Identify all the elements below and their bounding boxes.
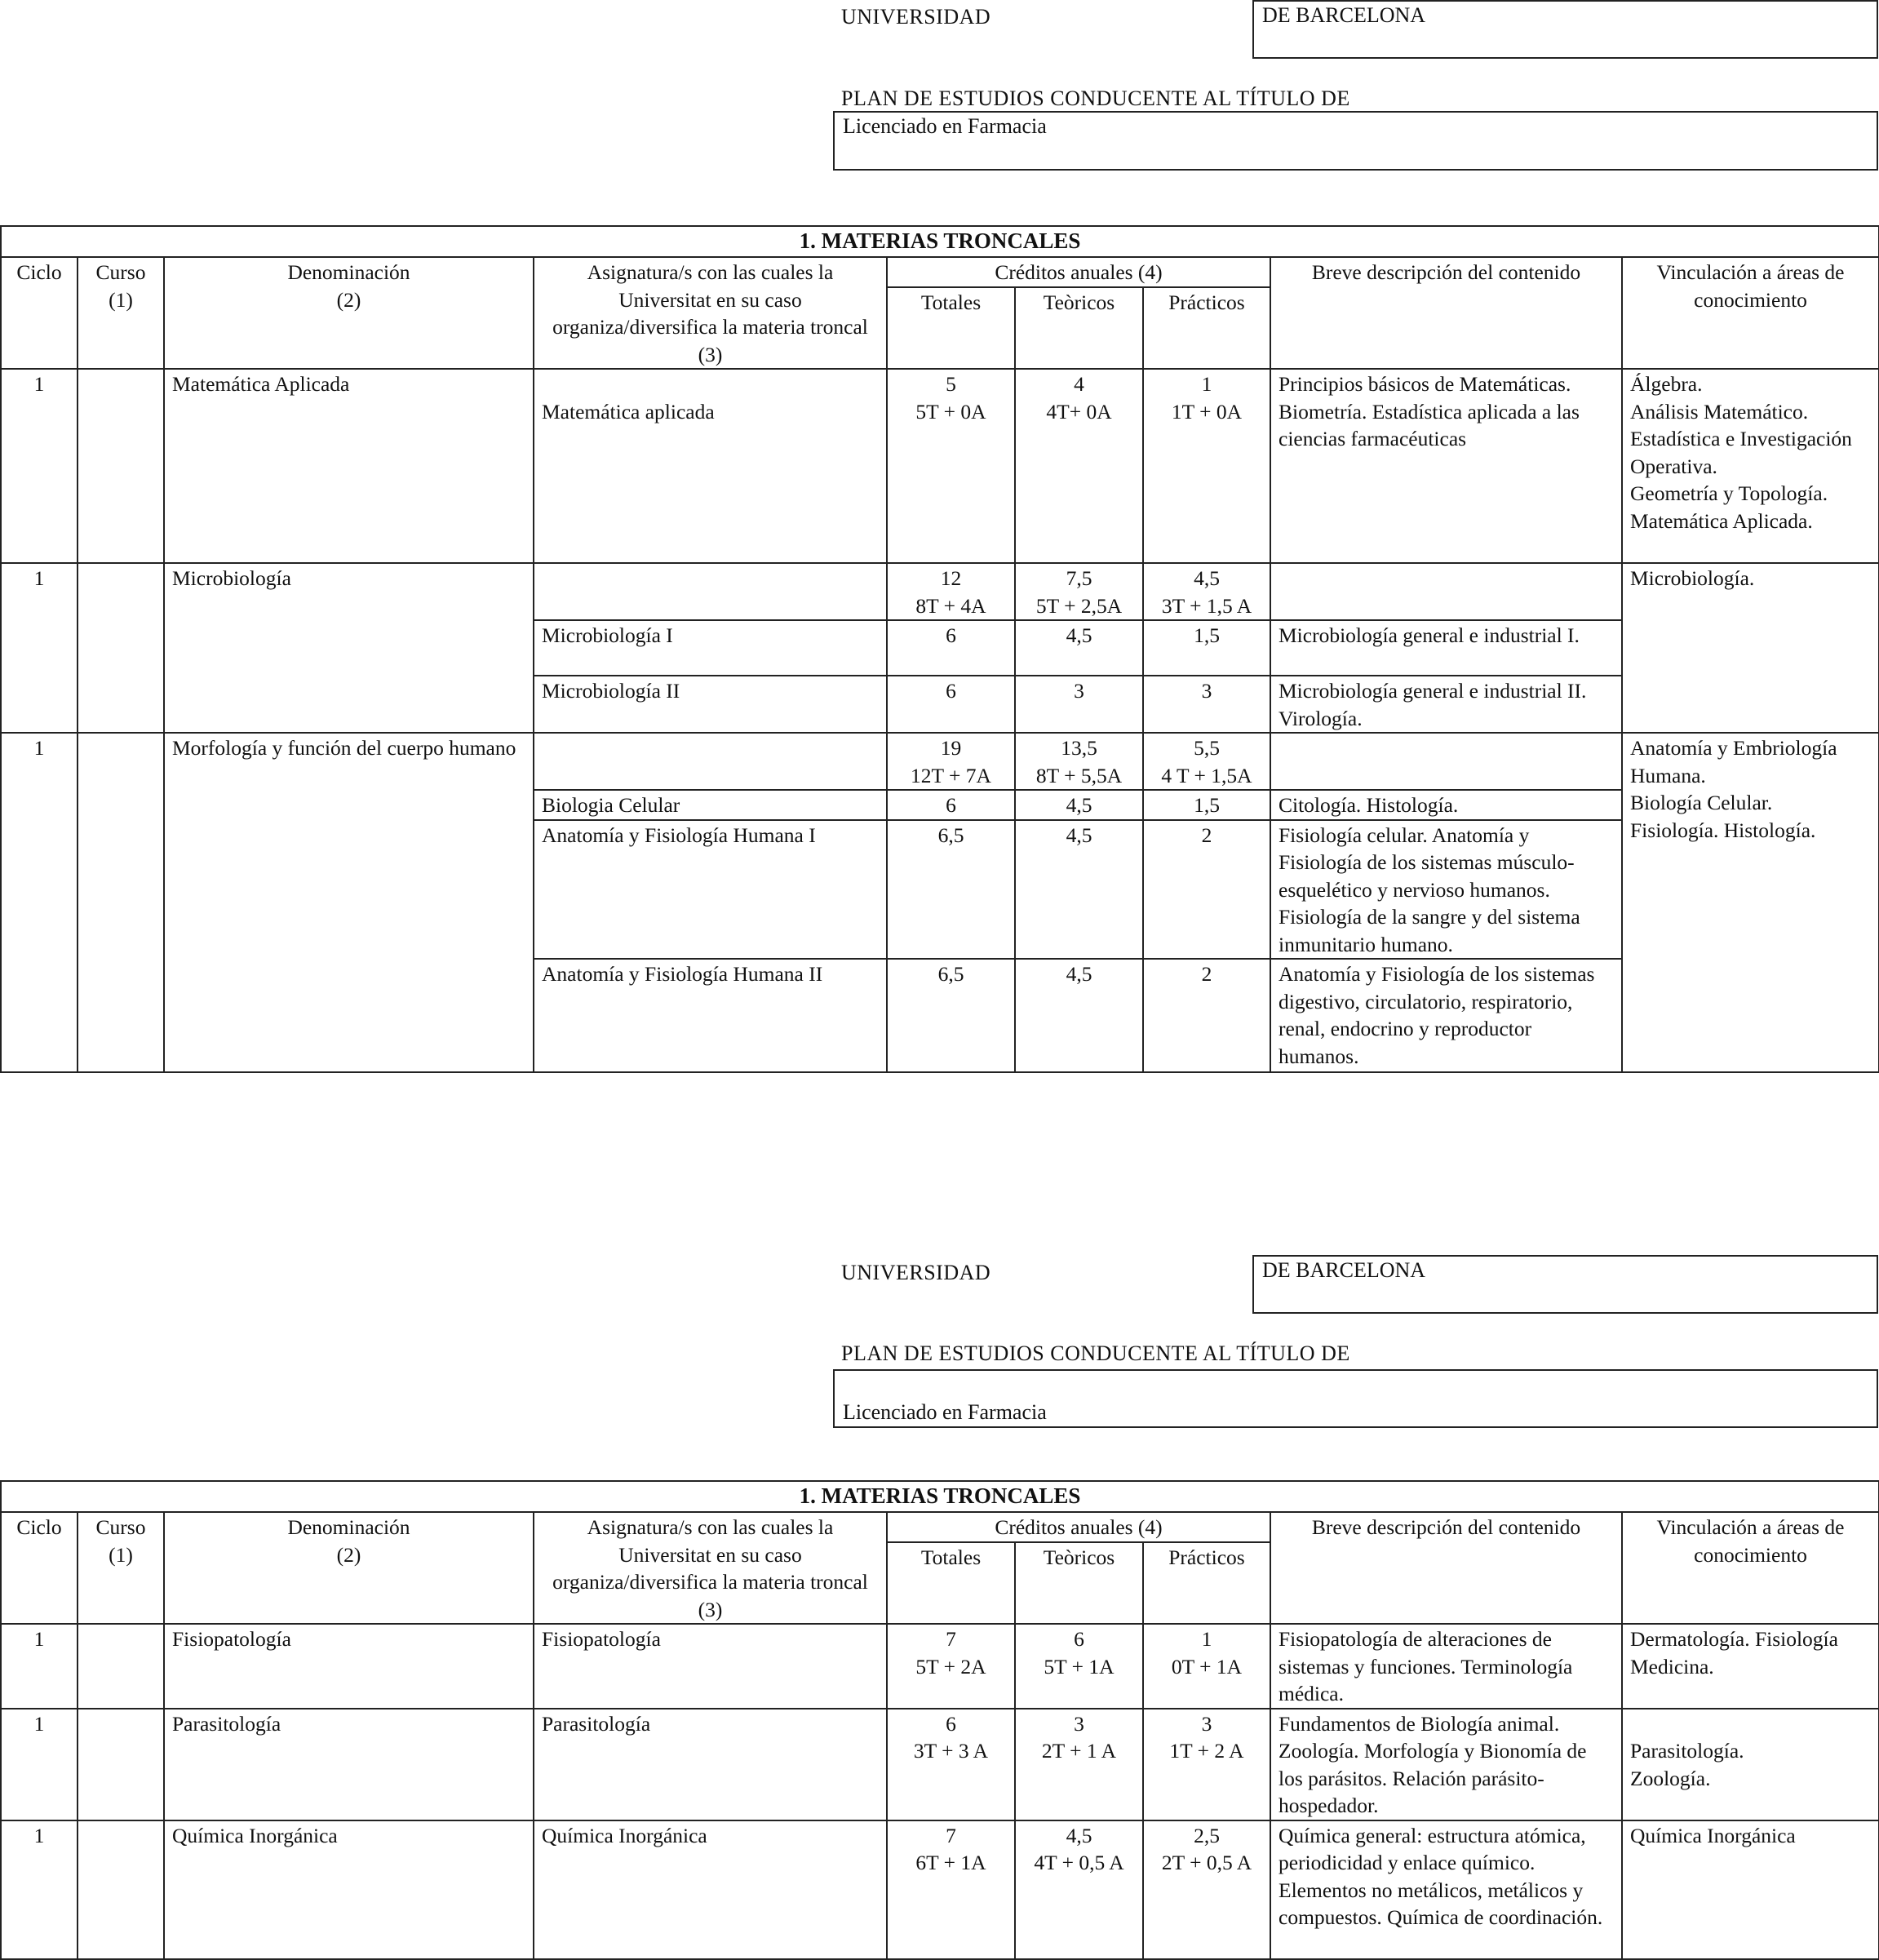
header-vinculacion: Vinculación a áreas de conocimiento: [1622, 257, 1879, 369]
header-vinculacion: Vinculación a áreas de conocimiento: [1622, 1512, 1879, 1624]
table-row: [1, 1624, 1879, 1709]
cell-teoricos: 6 5T + 1A: [1015, 1624, 1143, 1709]
header-totales: Totales: [887, 1542, 1015, 1624]
cell-denominacion: Matemática Aplicada: [164, 369, 534, 563]
cell-asignatura: Microbiología II: [534, 676, 887, 733]
cell-curso: [78, 369, 164, 563]
table-title: 1. MATERIAS TRONCALES: [1, 226, 1879, 257]
cell-denominacion: Química Inorgánica: [164, 1820, 534, 1959]
cell-vinculacion: Álgebra. Análisis Matemático. Estadística e Investigación Operativa. Geometría y Topología. Matemática Aplicada.: [1622, 369, 1879, 563]
cell-descripcion: Anatomía y Fisiología de los sistemas digestivo, circulatorio, respiratorio, renal, endocrino y reproductor humanos.: [1270, 959, 1622, 1072]
universidad-value-box: [1252, 0, 1878, 59]
cell-asignatura: Anatomía y Fisiología Humana II: [534, 959, 887, 1072]
cell-totales: 12 8T + 4A: [887, 563, 1015, 620]
cell-descripcion: Química general: estructura atómica, periodicidad y enlace químico. Elementos no metálicos, metálicos y compuestos. Química de coordinación.: [1270, 1820, 1622, 1959]
plan-label: PLAN DE ESTUDIOS CONDUCENTE AL TÍTULO DE: [841, 1341, 1350, 1365]
cell-descripcion: Fisiopatología de alteraciones de sistemas y funciones. Terminología médica.: [1270, 1624, 1622, 1709]
plan-value-box: [833, 111, 1878, 171]
plan-label: PLAN DE ESTUDIOS CONDUCENTE AL TÍTULO DE: [841, 86, 1350, 110]
cell-ciclo: 1: [1, 1820, 78, 1959]
cell-descripcion: Fisiología celular. Anatomía y Fisiología de los sistemas músculo-esquelético y nervioso humanos. Fisiología de la sangre y del sistema inmunitario humano.: [1270, 820, 1622, 960]
header-creditos: Créditos anuales (4): [887, 257, 1270, 287]
cell-vinculacion: Dermatología. Fisiología Medicina.: [1622, 1624, 1879, 1709]
cell-vinculacion: Química Inorgánica: [1622, 1820, 1879, 1959]
cell-denominacion: Parasitología: [164, 1709, 534, 1820]
cell-teoricos: 3: [1015, 676, 1143, 733]
header-practicos: Prácticos: [1143, 287, 1270, 369]
cell-practicos: 5,5 4 T + 1,5A: [1143, 733, 1270, 790]
cell-asignatura: Matemática aplicada: [534, 369, 887, 563]
header-creditos: Créditos anuales (4): [887, 1512, 1270, 1542]
cell-totales: 6: [887, 620, 1015, 676]
cell-curso: [78, 1820, 164, 1959]
cell-asignatura: Fisiopatología: [534, 1624, 887, 1709]
table-row: [1, 1820, 1879, 1959]
materias-troncales-table-2: [0, 1480, 1879, 1960]
header-ciclo: Ciclo: [1, 257, 78, 369]
cell-asignatura: [534, 733, 887, 790]
table-row: [1, 733, 1879, 790]
cell-totales: 6 3T + 3 A: [887, 1709, 1015, 1820]
plan-value: Licenciado en Farmacia: [843, 114, 1047, 138]
cell-teoricos: 4,5: [1015, 790, 1143, 820]
cell-ciclo: 1: [1, 563, 78, 733]
header-curso: Curso (1): [78, 1512, 164, 1624]
cell-totales: 19 12T + 7A: [887, 733, 1015, 790]
universidad-label: UNIVERSIDAD: [841, 1261, 991, 1284]
universidad-value: DE BARCELONA: [1262, 1258, 1426, 1282]
cell-descripcion: Microbiología general e industrial II. Virología.: [1270, 676, 1622, 733]
cell-descripcion: Principios básicos de Matemáticas. Biometría. Estadística aplicada a las ciencias farmacéuticas: [1270, 369, 1622, 563]
cell-practicos: 4,5 3T + 1,5 A: [1143, 563, 1270, 620]
header-practicos: Prácticos: [1143, 1542, 1270, 1624]
cell-teoricos: 4,5 4T + 0,5 A: [1015, 1820, 1143, 1959]
plan-value: Licenciado en Farmacia: [843, 1400, 1047, 1424]
cell-practicos: 1 1T + 0A: [1143, 369, 1270, 563]
cell-descripcion: Fundamentos de Biología animal. Zoología. Morfología y Bionomía de los parásitos. Relación parásito-hospedador.: [1270, 1709, 1622, 1820]
header-descripcion: Breve descripción del contenido: [1270, 1512, 1622, 1624]
cell-descripcion: Microbiología general e industrial I.: [1270, 620, 1622, 676]
table-row: [1, 369, 1879, 563]
cell-asignatura: Biologia Celular: [534, 790, 887, 820]
cell-curso: [78, 733, 164, 1072]
cell-practicos: 1,5: [1143, 620, 1270, 676]
cell-asignatura: [534, 563, 887, 620]
header-totales: Totales: [887, 287, 1015, 369]
cell-practicos: 3: [1143, 676, 1270, 733]
cell-asignatura: Microbiología I: [534, 620, 887, 676]
header-denominacion: Denominación (2): [164, 1512, 534, 1624]
table-row: [1, 563, 1879, 620]
cell-asignatura: Parasitología: [534, 1709, 887, 1820]
cell-practicos: 3 1T + 2 A: [1143, 1709, 1270, 1820]
cell-teoricos: 4 4T+ 0A: [1015, 369, 1143, 563]
universidad-value-box: [1252, 1255, 1878, 1314]
cell-asignatura: Química Inorgánica: [534, 1820, 887, 1959]
cell-descripcion: [1270, 733, 1622, 790]
cell-descripcion: [1270, 563, 1622, 620]
universidad-label: UNIVERSIDAD: [841, 5, 991, 29]
cell-asignatura: Anatomía y Fisiología Humana I: [534, 820, 887, 960]
cell-denominacion: Morfología y función del cuerpo humano: [164, 733, 534, 1072]
header-teoricos: Teòricos: [1015, 1542, 1143, 1624]
cell-teoricos: 4,5: [1015, 820, 1143, 960]
header-asignatura: Asignatura/s con las cuales la Universitat en su caso organiza/diversifica la materia troncal (3): [534, 1512, 887, 1624]
cell-vinculacion: Parasitología. Zoología.: [1622, 1709, 1879, 1820]
cell-descripcion: Citología. Histología.: [1270, 790, 1622, 820]
cell-denominacion: Fisiopatología: [164, 1624, 534, 1709]
cell-teoricos: 4,5: [1015, 620, 1143, 676]
materias-troncales-table-1: [0, 225, 1879, 1073]
header-asignatura: Asignatura/s con las cuales la Universitat en su caso organiza/diversifica la materia troncal (3): [534, 257, 887, 369]
cell-vinculacion: Microbiología.: [1622, 563, 1879, 733]
cell-ciclo: 1: [1, 1709, 78, 1820]
cell-totales: 7 6T + 1A: [887, 1820, 1015, 1959]
table-row: [1, 1709, 1879, 1820]
cell-teoricos: 7,5 5T + 2,5A: [1015, 563, 1143, 620]
cell-totales: 5 5T + 0A: [887, 369, 1015, 563]
cell-totales: 6,5: [887, 820, 1015, 960]
cell-teoricos: 13,5 8T + 5,5A: [1015, 733, 1143, 790]
cell-vinculacion: Anatomía y Embriología Humana. Biología Celular. Fisiología. Histología.: [1622, 733, 1879, 1072]
cell-denominacion: Microbiología: [164, 563, 534, 733]
cell-totales: 6,5: [887, 959, 1015, 1072]
header-teoricos: Teòricos: [1015, 287, 1143, 369]
cell-ciclo: 1: [1, 1624, 78, 1709]
cell-totales: 7 5T + 2A: [887, 1624, 1015, 1709]
cell-teoricos: 3 2T + 1 A: [1015, 1709, 1143, 1820]
cell-practicos: 1,5: [1143, 790, 1270, 820]
header-descripcion: Breve descripción del contenido: [1270, 257, 1622, 369]
cell-ciclo: 1: [1, 369, 78, 563]
cell-practicos: 2: [1143, 820, 1270, 960]
universidad-value: DE BARCELONA: [1262, 3, 1426, 27]
cell-practicos: 1 0T + 1A: [1143, 1624, 1270, 1709]
cell-practicos: 2,5 2T + 0,5 A: [1143, 1820, 1270, 1959]
header-ciclo: Ciclo: [1, 1512, 78, 1624]
cell-teoricos: 4,5: [1015, 959, 1143, 1072]
header-denominacion: Denominación (2): [164, 257, 534, 369]
cell-ciclo: 1: [1, 733, 78, 1072]
cell-curso: [78, 1709, 164, 1820]
header-curso: Curso (1): [78, 257, 164, 369]
table-title: 1. MATERIAS TRONCALES: [1, 1481, 1879, 1512]
cell-totales: 6: [887, 790, 1015, 820]
cell-practicos: 2: [1143, 959, 1270, 1072]
cell-curso: [78, 1624, 164, 1709]
plan-value-box: [833, 1369, 1878, 1428]
cell-curso: [78, 563, 164, 733]
cell-totales: 6: [887, 676, 1015, 733]
